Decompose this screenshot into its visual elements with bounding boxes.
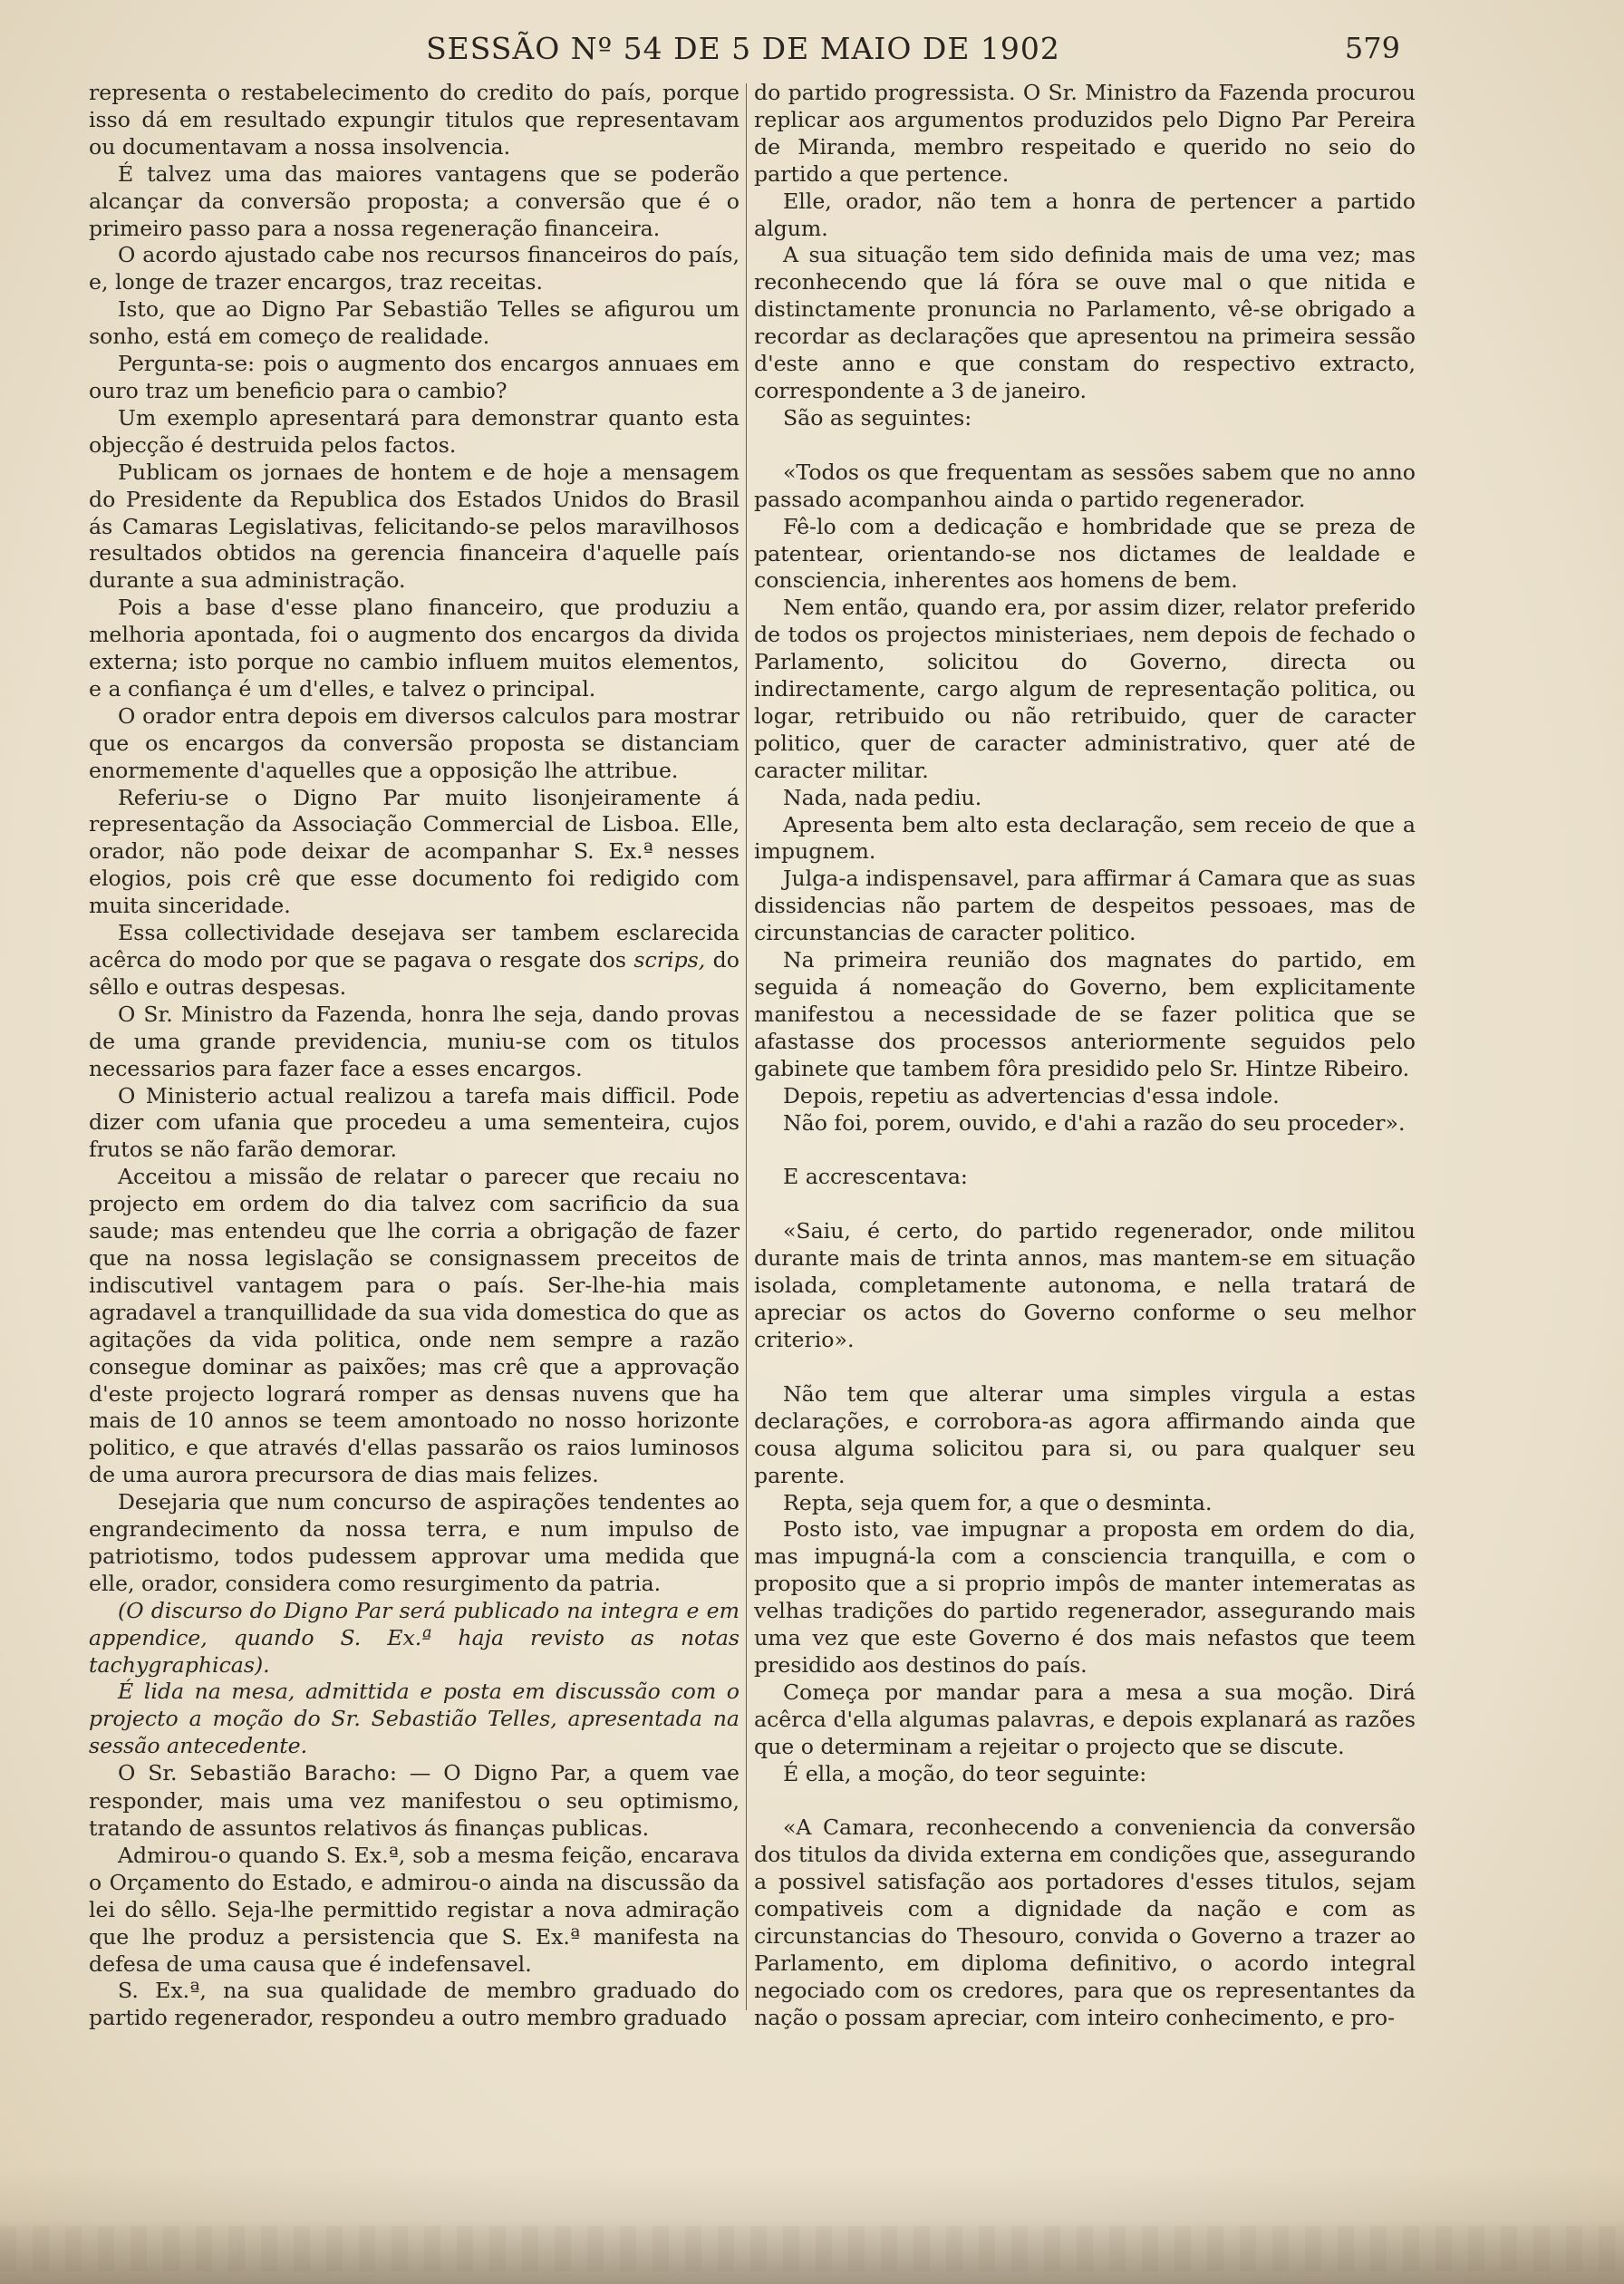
paragraph: Um exemplo apresentará para demonstrar quanto esta objecção é destruida pelos factos.: [89, 404, 740, 458]
paragraph: Começa por mandar para a mesa a sua moção. Dirá acêrca d'ella algumas palavras, e depois explanará as razões que o determinam a rejeitar o projecto que se discute.: [754, 1679, 1416, 1759]
paragraph: Referiu-se o Digno Par muito lisonjeiramente á representação da Associação Commercial de Lisboa. Elle, orador, não pode deixar de acompanhar S. Ex.ª nesses elogios, pois crê que esse documento foi redigido com muita sinceridade.: [89, 784, 740, 919]
session-title: SESSÃO Nº 54 DE 5 DE MAIO DE 1902: [426, 31, 1060, 66]
paragraph: É ella, a moção, do teor seguinte:: [783, 1760, 1147, 1786]
speaker-paragraph: [89, 1760, 740, 1843]
paragraph: O orador entra depois em diversos calculos para mostrar que os encargos da conversão proposta se distanciam enormemente d'aquelles que a opposição lhe attribue.: [89, 702, 740, 783]
text-run: : — O Digno Par, a quem vae responder, mais uma vez manifestou o seu optimismo, tratando de assuntos relativos ás finanças publicas.: [89, 1760, 740, 1841]
paragraph: Acceitou a missão de relatar o parecer que recaiu no projecto em ordem do dia talvez com sacrificio da sua saude; mas entendeu que lhe corria a obrigação de fazer que na nossa legislação se consignassem preceitos de indiscutivel vantagem para o país. Ser-lhe-hia mais agradavel a tranquillidade da sua vida domestica do que as agitações da vida politica, onde nem sempre a razão consegue dominar as paixões; mas crê que a approvação d'este projecto logrará romper as densas nuvens que ha mais de 10 annos se teem amontoado no nosso horizonte politico, e que através d'ellas passarão os raios luminosos de uma aurora precursora de dias mais felizes.: [89, 1164, 740, 1488]
paragraph: O Sr. Ministro da Fazenda, honra lhe seja, dando provas de uma grande previdencia, muniu-se com os titulos necessarios para fazer face a esses encargos.: [89, 1001, 740, 1081]
editorial-note: É lida na mesa, admittida e posta em discussão com o projecto a moção do Sr. Sebastião Telles, apresentada na sessão antecedente.: [89, 1679, 740, 1759]
paragraph: O Ministerio actual realizou a tarefa mais difficil. Pode dizer com ufania que procedeu a uma sementeira, cujos frutos se não farão demorar.: [89, 1082, 740, 1163]
paragraph: São as seguintes:: [783, 404, 972, 431]
quote-paragraph: «Todos os que frequentam as sessões sabem que no anno passado acompanhou ainda o partido regenerador.: [754, 459, 1416, 512]
paragraph: Elle, orador, não tem a honra de pertencer a partido algum.: [754, 188, 1416, 241]
paragraph: Posto isto, vae impugnar a proposta em ordem do dia, mas impugná-la com a consciencia tranquilla, e com o proposito que a si proprio impôs de manter intemeratas as velhas tradições do partido regenerador, assegurando mais uma vez que este Governo é dos mais nefastos que teem presidido aos destinos do país.: [754, 1516, 1416, 1678]
quote-paragraph: Não foi, porem, ouvido, e d'ahi a razão do seu proceder».: [783, 1109, 1406, 1136]
quote-paragraph: Fê-lo com a dedicação e hombridade que se preza de patentear, orientando-se nos dictames de lealdade e consciencia, inherentes aos homens de bem.: [754, 513, 1416, 594]
quote-paragraph: Nada, nada pediu.: [783, 784, 982, 810]
paragraph: S. Ex.ª, na sua qualidade de membro graduado do partido regenerador, respondeu a outro membro graduado: [89, 1978, 740, 2031]
paragraph: Admirou-o quando S. Ex.ª, sob a mesma feição, encarava o Orçamento do Estado, e admirou-o ainda na discussão da lei do sêllo. Seja-lhe permittido registar a nova admiração que lhe produz a persistencia que S. Ex.ª manifesta na defesa de uma causa que é indefensavel.: [89, 1842, 740, 1977]
paragraph: E accrescentava:: [783, 1164, 968, 1190]
text-run: Essa collectividade desejava ser tambem esclarecida acêrca do modo por que se pagava o resgate dos: [89, 920, 740, 973]
paragraph: [89, 920, 740, 1002]
text-run: do sêllo e outras despesas.: [89, 947, 740, 1000]
quote-paragraph: Julga-a indispensavel, para affirmar á Camara que as suas dissidencias não partem de despeitos pessoaes, mas de circunstancias de caracter politico.: [754, 866, 1416, 946]
page-number: 579: [1344, 31, 1400, 65]
page-header: [86, 31, 1400, 73]
paragraph: Não tem que alterar uma simples virgula a estas declarações, e corrobora-as agora affirmando ainda que cousa alguma solicitou para si, ou para qualquer seu parente.: [754, 1380, 1416, 1488]
paragraph: Publicam os jornaes de hontem e de hoje a mensagem do Presidente da Republica dos Estados Unidos do Brasil ás Camaras Legislativas, felicitando-se pelos maravilhosos resultados obtidos na gerencia financeira d'aquelle país durante a sua administração.: [89, 459, 740, 594]
motion-quote: «A Camara, reconhecendo a conveniencia da conversão dos titulos da divida externa em condições que, assegurando a possivel satisfação aos portadores d'esses titulos, sejam compativeis com a dignidade da nação e com as circunstancias do Thesouro, convida o Governo a trazer ao Parlamento, em diploma definitivo, o acordo integral negociado com os credores, para que os representantes da nação o possam apreciar, com inteiro conhecimento, e pro-: [754, 1815, 1416, 2030]
right-column: [754, 80, 1416, 2032]
quote-paragraph: Na primeira reunião dos magnates do partido, em seguida á nomeação do Governo, bem explicitamente manifestou a necessidade de se fazer politica que se afastasse dos processos anteriormente seguidos pelo gabinete que tambem fôra presidido pelo Sr. Hintze Ribeiro.: [754, 947, 1416, 1081]
paragraph: do partido progressista. O Sr. Ministro da Fazenda procurou replicar aos argumentos produzidos pelo Digno Par Pereira de Miranda, membro respeitado e querido no seio do partido a que pertence.: [754, 80, 1416, 187]
left-column: [89, 80, 740, 2032]
paragraph: É talvez uma das maiores vantagens que se poderão alcançar da conversão proposta; a conversão que é o primeiro passo para a nossa regeneração financeira.: [89, 160, 740, 241]
paragraph: Desejaria que num concurso de aspirações tendentes ao engrandecimento da nossa terra, e num impulso de patriotismo, todos pudessem approvar uma medida que elle, orador, considera como resurgimento da patria.: [89, 1489, 740, 1596]
quote-paragraph: Depois, repetiu as advertencias d'essa indole.: [783, 1082, 1280, 1108]
paragraph: A sua situação tem sido definida mais de uma vez; mas reconhecendo que lá fóra se ouve mal o que nitida e distinctamente pronuncia no Parlamento, vê-se obrigado a recordar as declarações que apresentou na primeira sessão d'este anno e que constam do respectivo extracto, correspondente a 3 de janeiro.: [754, 242, 1416, 403]
text-run: O Sr.: [118, 1760, 190, 1786]
speaker-name: Sebastião Baracho: [189, 1763, 390, 1786]
column-rule: [746, 83, 747, 2010]
quote-paragraph: Apresenta bem alto esta declaração, sem receio de que a impugnem.: [754, 811, 1416, 865]
paragraph: Pois a base d'esse plano financeiro, que produziu a melhoria apontada, foi o augmento dos encargos da divida externa; isto porque no cambio influem muitos elementos, e a confiança é um d'elles, e talvez o principal.: [89, 595, 740, 702]
paragraph: Repta, seja quem for, a que o desminta.: [783, 1489, 1213, 1515]
quote-paragraph: «Saiu, é certo, do partido regenerador, onde militou durante mais de trinta annos, mas mantem-se em situação isolada, completamente autonoma, e nella tratará de apreciar os actos do Governo conforme o seu melhor criterio».: [754, 1218, 1416, 1352]
paragraph: representa o restabelecimento do credito do país, porque isso dá em resultado expungir titulos que representavam ou documentavam a nossa insolvencia.: [89, 80, 740, 160]
paragraph: Pergunta-se: pois o augmento dos encargos annuaes em ouro traz um beneficio para o cambio?: [89, 351, 740, 403]
editorial-note: (O discurso do Digno Par será publicado na integra e em appendice, quando S. Ex.ª haja revisto as notas tachygraphicas).: [89, 1597, 740, 1678]
paragraph: Isto, que ao Digno Par Sebastião Telles se afigurou um sonho, está em começo de realidade.: [89, 296, 740, 350]
paragraph: O acordo ajustado cabe nos recursos financeiros do país, e, longe de trazer encargos, traz receitas.: [89, 242, 740, 295]
quote-paragraph: Nem então, quando era, por assim dizer, relator preferido de todos os projectos ministeriaes, nem depois de fechado o Parlamento, solicitou do Governo, directa ou indirectamente, cargo algum de representação politica, ou logar, retribuido ou não retribuido, quer de caracter politico, quer de caracter administrativo, quer até de caracter militar.: [754, 595, 1416, 783]
page-edge-shadow: [0, 2166, 1624, 2284]
italic-term: scrips,: [633, 947, 706, 973]
